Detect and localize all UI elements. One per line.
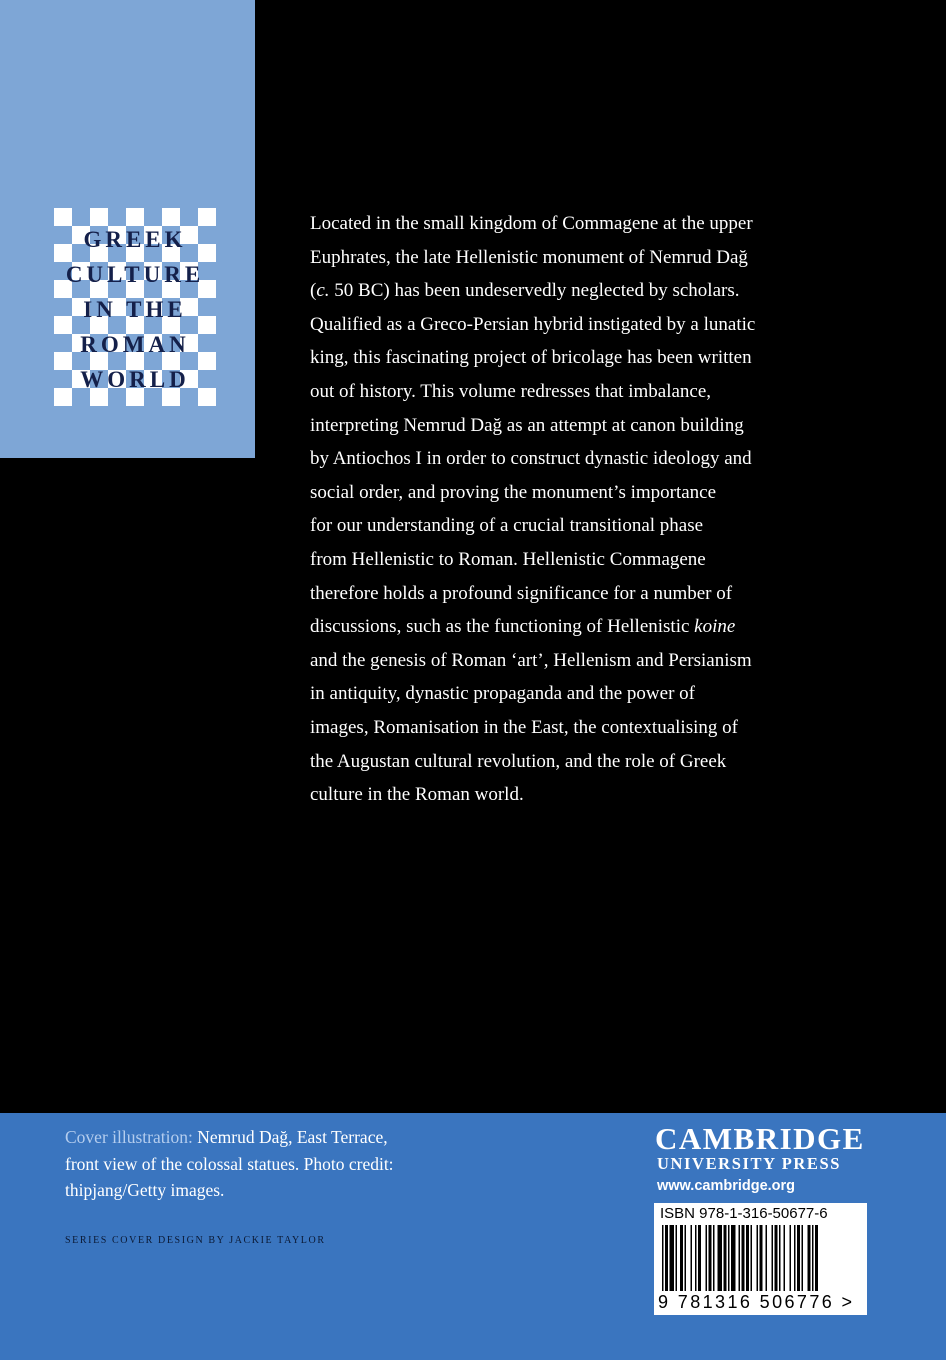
credit-text: Nemrud Dağ, East Terrace, xyxy=(192,1127,388,1147)
series-panel xyxy=(0,0,255,458)
barcode-bar xyxy=(797,1225,800,1291)
barcode-bar xyxy=(739,1225,741,1291)
description-italic: koine xyxy=(694,616,736,638)
barcode-bar xyxy=(802,1225,804,1291)
barcode-bar xyxy=(695,1225,697,1291)
barcode-bar xyxy=(779,1225,781,1291)
barcode-image xyxy=(660,1225,861,1291)
barcode-bar xyxy=(775,1225,778,1291)
barcode-bar xyxy=(662,1225,664,1291)
series-title-line: WORLD xyxy=(80,367,190,392)
barcode-bar xyxy=(784,1225,786,1291)
barcode-bar xyxy=(815,1225,818,1291)
designer-credit: SERIES COVER DESIGN BY JACKIE TAYLOR xyxy=(65,1235,326,1246)
publisher-subtitle: UNIVERSITY PRESS xyxy=(657,1154,842,1173)
description-line: in antiquity, dynastic propaganda and the power of xyxy=(310,683,695,705)
barcode-bar xyxy=(691,1225,693,1291)
barcode-bar xyxy=(728,1225,730,1291)
book-description xyxy=(310,207,810,812)
description-line: Euphrates, the late Hellenistic monument of Nemrud Dağ xyxy=(310,246,748,268)
barcode-bar xyxy=(794,1225,796,1291)
series-title-line: ROMAN xyxy=(80,332,190,357)
barcode-bar xyxy=(760,1225,763,1291)
barcode-bar xyxy=(757,1225,759,1291)
credit-line xyxy=(65,1124,445,1151)
description-line: from Hellenistic to Roman. Hellenistic Commagene xyxy=(310,548,706,570)
description-line: images, Romanisation in the East, the contextualising of xyxy=(310,716,738,738)
barcode-bar xyxy=(676,1225,678,1291)
barcode-bar xyxy=(766,1225,768,1291)
description-line: the Augustan cultural revolution, and the role of Greek xyxy=(310,750,727,772)
description-line: for our understanding of a crucial transitional phase xyxy=(310,515,704,537)
publisher-url: www.cambridge.org xyxy=(657,1178,796,1194)
description-line: by Antiochos I in order to construct dynastic ideology and xyxy=(310,448,752,470)
barcode-bar xyxy=(685,1225,687,1291)
barcode-bar xyxy=(772,1225,774,1291)
series-title-line: CULTURE xyxy=(65,262,205,287)
series-title xyxy=(54,222,216,397)
description-text: ( xyxy=(310,280,317,302)
barcode-digits: 9 781316 506776 > xyxy=(658,1292,855,1312)
description-text: discussions, such as the functioning of Hellenistic xyxy=(310,616,695,638)
description-line: Qualified as a Greco-Persian hybrid instigated by a lunatic xyxy=(310,313,756,335)
description-line xyxy=(310,610,810,644)
barcode-bar xyxy=(698,1225,701,1291)
barcode-bar xyxy=(680,1225,683,1291)
publisher-name: CAMBRIDGE xyxy=(655,1121,865,1156)
description-line: out of history. This volume redresses that imbalance, xyxy=(310,380,712,402)
barcode-bar xyxy=(812,1225,814,1291)
barcode-bar xyxy=(751,1225,753,1291)
credit-label: Cover illustration: xyxy=(65,1127,193,1147)
description-italic: c. xyxy=(316,280,330,302)
description-line xyxy=(310,274,810,308)
series-title-line: GREEK xyxy=(83,227,187,252)
barcode-bar xyxy=(746,1225,749,1291)
description-line: therefore holds a profound significance for a number of xyxy=(310,582,733,604)
barcode-bar xyxy=(724,1225,727,1291)
isbn-label: ISBN 978-1-316-50677-6 xyxy=(660,1205,828,1222)
cover-credit xyxy=(65,1124,445,1204)
description-line: and the genesis of Roman ‘art’, Hellenism and Persianism xyxy=(310,649,752,671)
description-line: interpreting Nemrud Dağ as an attempt at canon building xyxy=(310,414,744,436)
series-title-line: IN THE xyxy=(83,297,187,322)
credit-line: front view of the colossal statues. Photo credit: xyxy=(65,1153,394,1174)
barcode-bar xyxy=(709,1225,712,1291)
description-line: king, this fascinating project of bricolage has been written xyxy=(310,347,752,369)
barcode-bar xyxy=(718,1225,723,1291)
barcode-bar xyxy=(713,1225,715,1291)
description-line: social order, and proving the monument’s importance xyxy=(310,481,717,503)
barcode-bar xyxy=(808,1225,811,1291)
barcode-bar xyxy=(670,1225,675,1291)
barcode-bar xyxy=(742,1225,745,1291)
barcode-bar xyxy=(731,1225,736,1291)
barcode-bar xyxy=(790,1225,792,1291)
barcode-bar xyxy=(665,1225,668,1291)
description-line: Located in the small kingdom of Commagene at the upper xyxy=(310,213,753,234)
description-line: culture in the Roman world. xyxy=(310,784,524,806)
barcode-bar xyxy=(706,1225,708,1291)
barcode-box xyxy=(654,1203,867,1315)
credit-line: thipjang/Getty images. xyxy=(65,1180,225,1200)
description-text: 50 BC) has been undeservedly neglected by scholars. xyxy=(329,280,740,302)
